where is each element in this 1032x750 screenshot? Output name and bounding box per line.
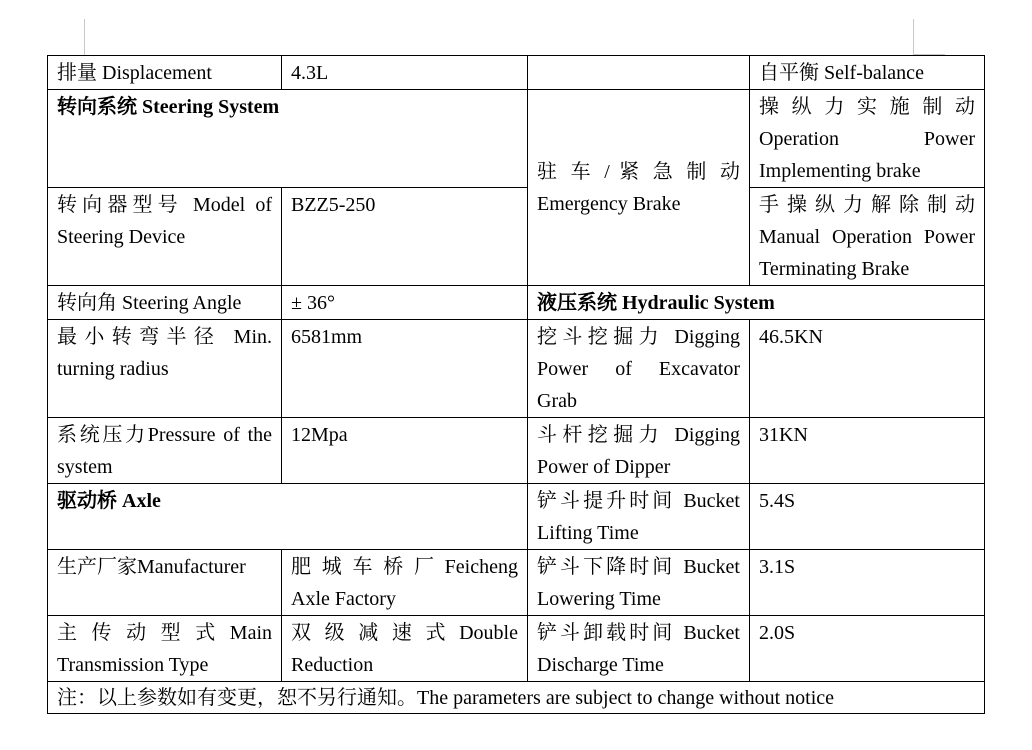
table-row [48, 320, 985, 418]
crop-mark-left [84, 19, 85, 55]
steering-angle-label: 转向角 Steering Angle [48, 286, 282, 320]
table-row [48, 550, 985, 616]
turning-radius-value: 6581mm [282, 320, 528, 418]
digging-grab-value: 46.5KN [750, 320, 985, 418]
footnote: 注：以上参数如有变更，恕不另行通知。The parameters are subject to change without notice [48, 682, 985, 714]
table-row [48, 188, 985, 286]
turning-radius-label: 最小转弯半径 Min. turning radius [48, 320, 282, 418]
table-row [48, 616, 985, 682]
crop-mark-right [913, 19, 914, 55]
operation-power-brake-cell: 操 纵 力 实 施 制 动 Operation Power Implementing brake [750, 90, 985, 188]
manufacturer-value: 肥 城 车 桥 厂 Feicheng Axle Factory [282, 550, 528, 616]
steering-system-header: 转向系统 Steering System [48, 90, 528, 188]
bucket-discharge-label: 铲斗卸载时间 Bucket Discharge Time [528, 616, 750, 682]
table-row [48, 56, 985, 90]
steering-angle-value: ± 36° [282, 286, 528, 320]
table-row [48, 90, 985, 188]
pressure-label: 系统压力Pressure of the system [48, 418, 282, 484]
bucket-lifting-value: 5.4S [750, 484, 985, 550]
axle-header: 驱动桥 Axle [48, 484, 528, 550]
table-row [48, 682, 985, 714]
empty-cell [528, 56, 750, 90]
table-row [48, 484, 985, 550]
spec-table [47, 55, 985, 714]
transmission-value: 双 级 减 速 式 Double Reduction [282, 616, 528, 682]
displacement-label: 排量 Displacement [48, 56, 282, 90]
hydraulic-system-header: 液压系统 Hydraulic System [528, 286, 985, 320]
displacement-value: 4.3L [282, 56, 528, 90]
table-row [48, 286, 985, 320]
manual-terminating-brake-cell: 手 操 纵 力 解 除 制 动 Manual Operation Power Terminating Brake [750, 188, 985, 286]
steering-model-label: 转向器型号 Model of Steering Device [48, 188, 282, 286]
manufacturer-label: 生产厂家Manufacturer [48, 550, 282, 616]
pressure-value: 12Mpa [282, 418, 528, 484]
emergency-brake-cell: 驻 车 / 紧 急 制 动 Emergency Brake [528, 90, 750, 286]
digging-grab-label: 挖斗挖掘力 Digging Power of Excavator Grab [528, 320, 750, 418]
bucket-lifting-label: 铲斗提升时间 Bucket Lifting Time [528, 484, 750, 550]
self-balance-cell: 自平衡 Self-balance [750, 56, 985, 90]
transmission-label: 主 传 动 型 式 Main Transmission Type [48, 616, 282, 682]
bucket-lowering-label: 铲斗下降时间 Bucket Lowering Time [528, 550, 750, 616]
steering-model-value: BZZ5-250 [282, 188, 528, 286]
bucket-discharge-value: 2.0S [750, 616, 985, 682]
bucket-lowering-value: 3.1S [750, 550, 985, 616]
table-row [48, 418, 985, 484]
digging-dipper-label: 斗杆挖掘力 Digging Power of Dipper [528, 418, 750, 484]
digging-dipper-value: 31KN [750, 418, 985, 484]
